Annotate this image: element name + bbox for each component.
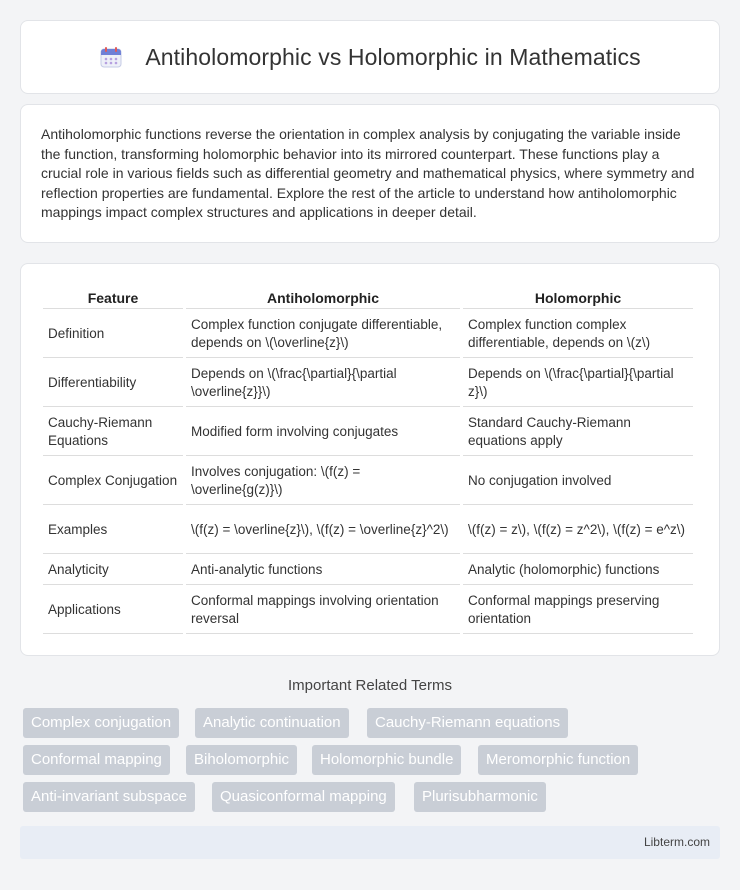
header-feature: Feature bbox=[43, 284, 183, 309]
holomorphic-cell: Conformal mappings preserving orientation bbox=[463, 585, 693, 634]
holomorphic-cell: Complex function complex differentiable, depends on \(z\) bbox=[463, 309, 693, 358]
related-term-tag[interactable]: Biholomorphic bbox=[186, 745, 297, 775]
holomorphic-cell: Depends on \(\frac{\partial}{\partial z}\) bbox=[463, 358, 693, 407]
header-card bbox=[20, 20, 720, 94]
antiholomorphic-cell: Depends on \(\frac{\partial}{\partial \overline{z}}\) bbox=[186, 358, 460, 407]
feature-cell: Analyticity bbox=[43, 554, 183, 585]
antiholomorphic-cell: Involves conjugation: \(f(z) = \overline{g(z)}\) bbox=[186, 456, 460, 505]
holomorphic-cell: No conjugation involved bbox=[463, 456, 693, 505]
table-row bbox=[43, 309, 693, 358]
related-term-tag[interactable]: Complex conjugation bbox=[23, 708, 179, 738]
comparison-card bbox=[20, 263, 720, 656]
footer-site-link[interactable]: Libterm.com bbox=[643, 835, 710, 849]
intro-card bbox=[20, 104, 720, 243]
feature-cell: Definition bbox=[43, 309, 183, 358]
related-term-tag[interactable]: Meromorphic function bbox=[478, 745, 638, 775]
table-row bbox=[43, 407, 693, 456]
feature-cell: Applications bbox=[43, 585, 183, 634]
antiholomorphic-cell: Anti-analytic functions bbox=[186, 554, 460, 585]
table-row bbox=[43, 505, 693, 554]
related-term-tag[interactable]: Conformal mapping bbox=[23, 745, 170, 775]
antiholomorphic-cell: Conformal mappings involving orientation reversal bbox=[186, 585, 460, 634]
related-terms-title: Important Related Terms bbox=[288, 677, 452, 694]
antiholomorphic-cell: \(f(z) = \overline{z}\), \(f(z) = \overline{z}^2\) bbox=[186, 505, 460, 554]
table-row bbox=[43, 554, 693, 585]
related-term-tag[interactable]: Analytic continuation bbox=[195, 708, 349, 738]
feature-cell: Cauchy-Riemann Equations bbox=[43, 407, 183, 456]
header-antiholomorphic: Antiholomorphic bbox=[186, 284, 460, 309]
holomorphic-cell: Standard Cauchy-Riemann equations apply bbox=[463, 407, 693, 456]
related-term-tag[interactable]: Quasiconformal mapping bbox=[212, 782, 395, 812]
comparison-table bbox=[40, 284, 696, 634]
antiholomorphic-cell: Modified form involving conjugates bbox=[186, 407, 460, 456]
related-term-tag[interactable]: Plurisubharmonic bbox=[414, 782, 546, 812]
holomorphic-cell: Analytic (holomorphic) functions bbox=[463, 554, 693, 585]
feature-cell: Examples bbox=[43, 505, 183, 554]
holomorphic-cell: \(f(z) = z\), \(f(z) = z^2\), \(f(z) = e^z\) bbox=[463, 505, 693, 554]
feature-cell: Complex Conjugation bbox=[43, 456, 183, 505]
table-row bbox=[43, 456, 693, 505]
related-term-tag[interactable]: Anti-invariant subspace bbox=[23, 782, 195, 812]
related-term-tag[interactable]: Holomorphic bundle bbox=[312, 745, 461, 775]
page-title: Antiholomorphic vs Holomorphic in Mathematics bbox=[145, 43, 641, 70]
related-term-tag[interactable]: Cauchy-Riemann equations bbox=[367, 708, 568, 738]
calendar-icon bbox=[99, 45, 123, 69]
header-holomorphic: Holomorphic bbox=[463, 284, 693, 309]
feature-cell: Differentiability bbox=[43, 358, 183, 407]
table-row bbox=[43, 358, 693, 407]
antiholomorphic-cell: Complex function conjugate differentiable, depends on \(\overline{z}\) bbox=[186, 309, 460, 358]
footer bbox=[20, 826, 720, 859]
intro-text: Antiholomorphic functions reverse the orientation in complex analysis by conjugating the variable inside the function, transforming holomorphic behavior into its mirrored counterpart. These functions play a crucial role in various fields such as differential geometry and mathematical physics, where symmetry and reflection properties are fundamental. Explore the rest of the article to understand how antiholomorphic mappings impact complex structures and applications in deeper detail. bbox=[41, 126, 695, 220]
table-row bbox=[43, 585, 693, 634]
